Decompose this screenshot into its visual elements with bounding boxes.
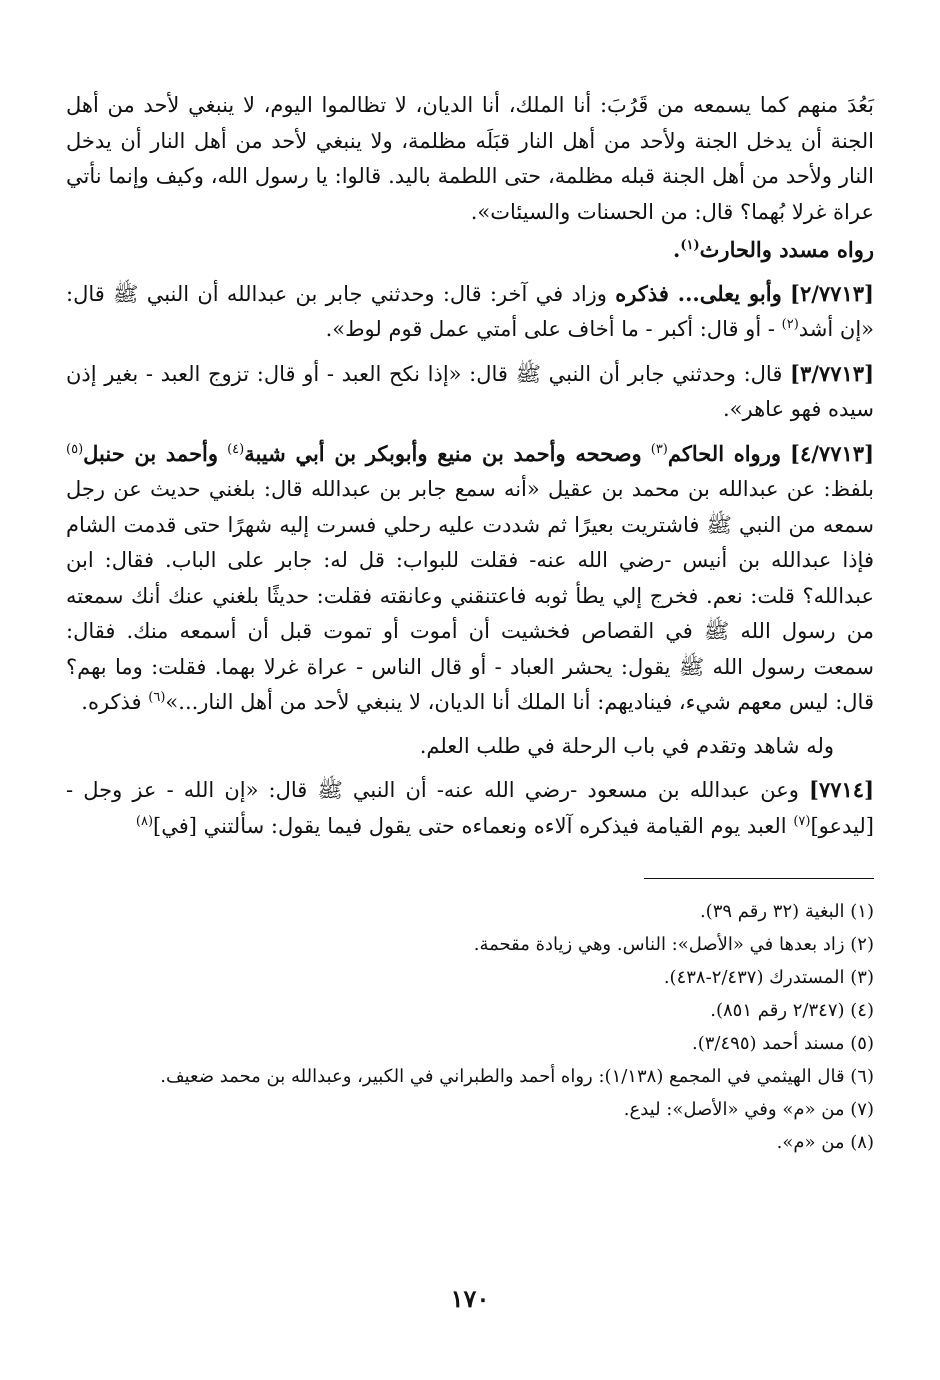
footnote-7: (٧) من «م» وفي «الأصل»: ليدع. bbox=[623, 1099, 874, 1120]
hadith-number: [٢/٧٧١٣] bbox=[790, 280, 874, 306]
main-text bbox=[66, 88, 874, 844]
footnote-marker-1[interactable]: (١) bbox=[680, 238, 700, 253]
footnote-divider bbox=[644, 878, 874, 879]
footnote-marker-4[interactable]: (٤) bbox=[227, 441, 245, 457]
footnote-marker-7[interactable]: (٧) bbox=[793, 813, 811, 829]
paragraph-text: قال: وحدثني جابر أن النبي ﷺ قال: «إذا نكح العبد - أو قال: تزوج العبد - بغير إذن سيده فهو عاهر». bbox=[66, 361, 874, 421]
footnote-3: (٣) المستدرك (٢/٤٣٧-٤٣٨). bbox=[663, 967, 874, 988]
paragraph-witness-note: وله شاهد وتقدم في باب الرحلة في طلب العلم. bbox=[419, 733, 834, 758]
paragraph-7713-4 bbox=[66, 436, 874, 721]
paragraph-text-cont: - أو قال: أكبر - ما أخاف على أمتي عمل قوم لوط». bbox=[325, 317, 775, 341]
footnotes bbox=[66, 895, 874, 1159]
footnote-marker-2[interactable]: (٢) bbox=[781, 317, 799, 332]
footnote-marker-8[interactable]: (٨) bbox=[135, 813, 154, 829]
paragraph-attribution: رواه مسدد والحارث$^{(١)}$. bbox=[673, 237, 874, 262]
hadith-number: [٧٧١٤] bbox=[809, 777, 874, 802]
footnote-1: (١) البغية (٣٢ رقم ٣٩). bbox=[699, 901, 874, 922]
paragraph-7713-3 bbox=[66, 356, 874, 428]
narrator-lead: وأبو يعلى... فذكره bbox=[615, 280, 782, 306]
footnote-marker-6[interactable]: (٦) bbox=[148, 690, 166, 705]
paragraph-text-cont: العبد يوم القيامة فيذكره آلاءه ونعماءه حتى يقول فيما يقول: سألتني [في] bbox=[153, 813, 787, 838]
page-number: ١٧٠ bbox=[450, 1284, 490, 1313]
footnote-marker-5[interactable]: (٥) bbox=[66, 441, 84, 457]
paragraph-text: بلفظ: عن عبدالله بن محمد بن عقيل «أنه سمع جابر بن عبدالله قال: بلغني حديث عن رجل سمعه من النبي ﷺ فاشتريت بعيرًا ثم شددت عليه رحلي فسرت إليه شهرًا حتى قدمت الشام فإذا عبدالله بن أنيس -رضي الله عنه- فقلت للبواب: قل له: جابر على الباب. فقال: ابن عبدالله؟ قلت: نعم. فخرج إلي يطأ ثوبه فاعتنقني وعانقته فقلت: حديثًا بلغني عنك أنك سمعته من رسول الله ﷺ في القصاص فخشيت أن أموت أو تموت قبل أن أسمعه منك. فقال: سمعت رسول الله ﷺ يقول: يحشر العباد - أو قال الناس - عراة غرلا بهما. فقلت: وما بهم؟ قال: ليس معهم شيء، فيناديهم: أنا الملك أنا الديان، لا ينبغي لأحد من أهل النار...» bbox=[66, 477, 874, 714]
footnote-5: (٥) مسند أحمد (٣/٤٩٥). bbox=[692, 1033, 874, 1054]
footnote-4: (٤) (٢/٣٤٧ رقم ٨٥١). bbox=[710, 1000, 874, 1021]
hadith-number: [٤/٧٧١٣] bbox=[790, 440, 874, 466]
source-2: وصححه وأحمد بن منيع وأبوبكر بن أبي شيبة bbox=[244, 440, 642, 466]
source-1: ورواه الحاكم bbox=[667, 440, 781, 466]
footnote-2: (٢) زاد بعدها في «الأصل»: الناس. وهي زيادة مقحمة. bbox=[473, 934, 874, 955]
source-3: وأحمد بن حنبل bbox=[83, 440, 219, 466]
footnote-marker-3[interactable]: (٣) bbox=[650, 441, 668, 457]
paragraph-7713-2 bbox=[66, 276, 874, 348]
footnote-8: (٨) من «م». bbox=[776, 1132, 874, 1153]
paragraph-continuation: بَعُدَ منهم كما يسمعه من قَرُبَ: أنا الملك، أنا الديان، لا تظالموا اليوم، لا ينبغي لأحد من أهل الجنة أن يدخل الجنة ولأحد من أهل النار قبَلَه مظلمة، ولا ينبغي لأحد من أهل النار أن يدخل النار ولأحد من أهل الجنة قبله مظلمة، حتى اللطمة باليد. قالوا: يا رسول الله، وكيف وإنما نأتي عراة غرلا بُهما؟ قال: من الحسنات والسيئات». bbox=[66, 93, 874, 224]
hadith-number: [٣/٧٧١٣] bbox=[790, 360, 874, 386]
paragraph-text-end: فذكره. bbox=[81, 690, 142, 714]
paragraph-7714 bbox=[66, 772, 874, 844]
paragraph-text: وعن عبدالله بن مسعود -رضي الله عنه- أن النبي ﷺ قال: «إن الله - عز وجل - [ليدعو] bbox=[66, 778, 874, 838]
attribution-text: رواه مسدد والحارث bbox=[699, 237, 874, 262]
footnote-6: (٦) قال الهيثمي في المجمع (١/١٣٨): رواه أحمد والطبراني في الكبير، وعبدالله بن محمد ضعيف. bbox=[160, 1066, 874, 1087]
paragraph-text: وزاد في آخر: قال: وحدثني جابر بن عبدالله أن النبي ﷺ قال: «إن أشد bbox=[66, 281, 874, 341]
